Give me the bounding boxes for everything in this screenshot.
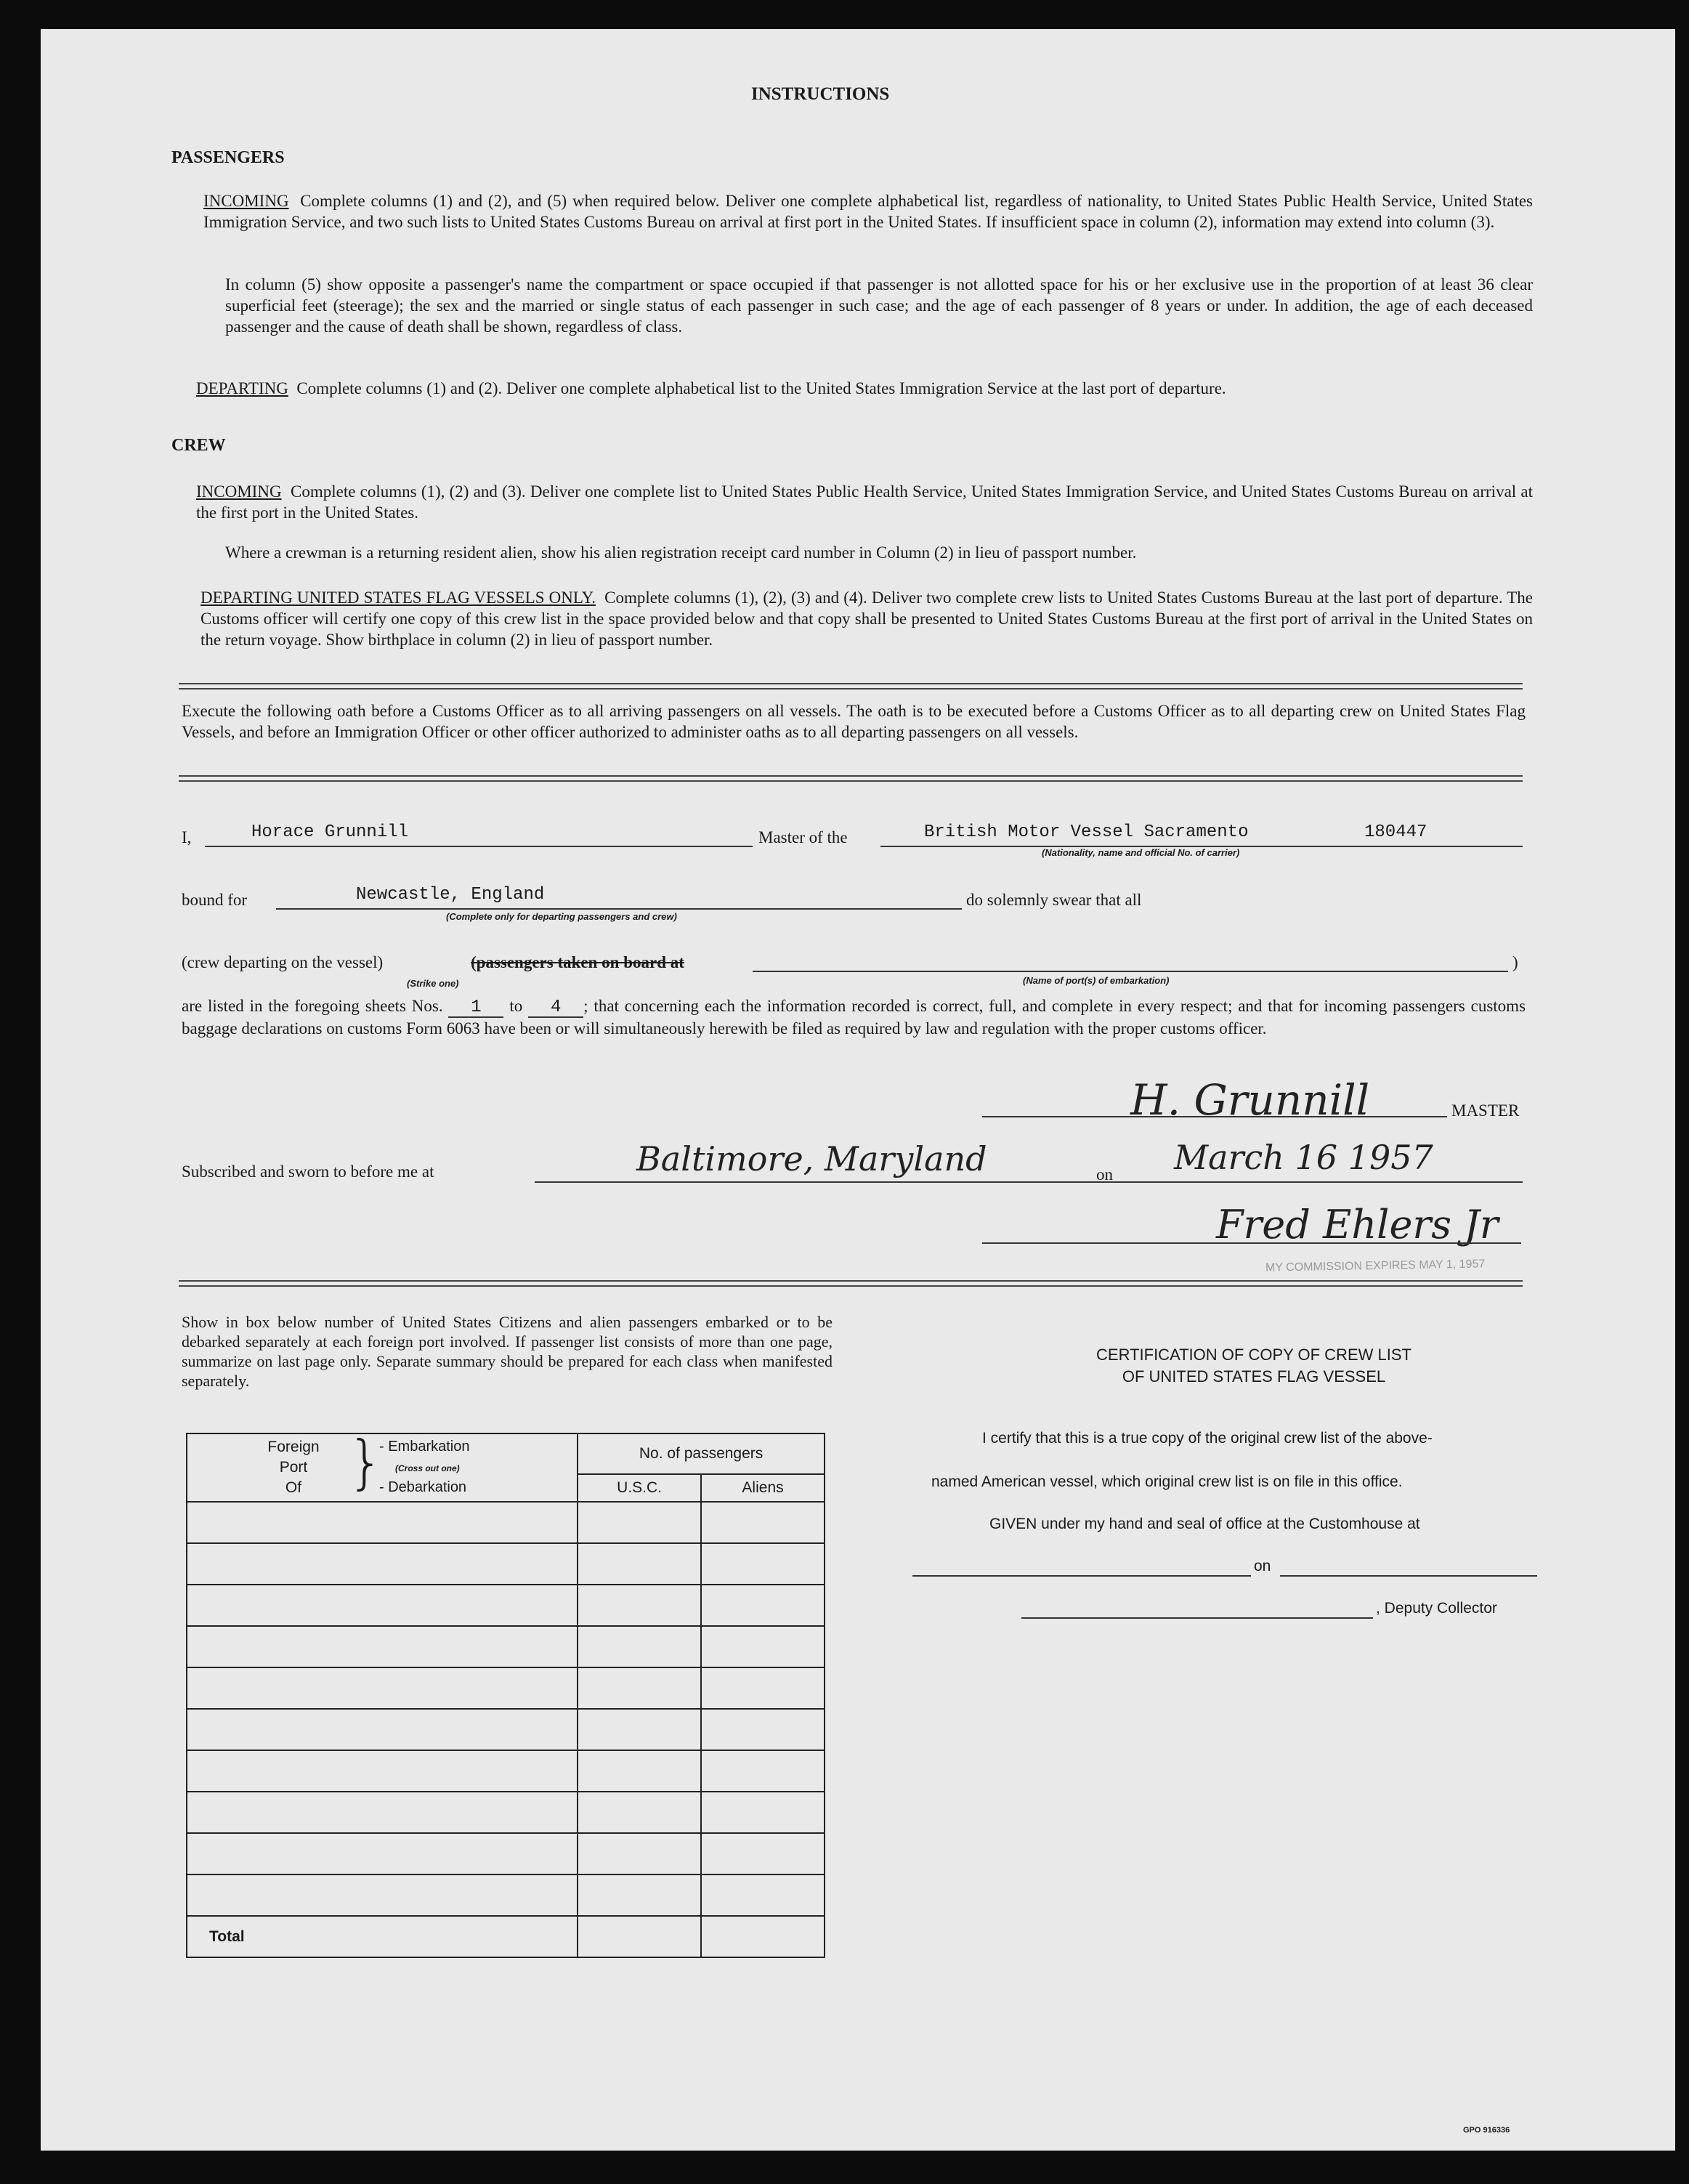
crew-departing-paragraph — [201, 587, 1533, 650]
usc-cell[interactable] — [578, 1750, 701, 1792]
passengers-column5-paragraph: In column (5) show opposite a passenger's name the compartment or space occupied if that passenger is not allotted space for his or her exclusive use in the proportion of at least 36 clear superficial feet (steerage); the sex and the married or single status of each passenger in such case; and the age of each passenger of 8 years or under. In addition, the age of each deceased passenger and the cause of death shall be shown, regardless of class. — [225, 275, 1533, 336]
aliens-header: Aliens — [701, 1474, 825, 1502]
passengers-departing-text: Complete columns (1) and (2). Deliver one complete alphabetical list to the United States Immigration Service at the last port of departure. — [296, 379, 1226, 397]
destination-line — [276, 908, 962, 910]
usc-cell[interactable] — [578, 1833, 701, 1874]
master-name-line — [205, 846, 753, 847]
crew-incoming-paragraph — [196, 481, 1533, 523]
aliens-cell[interactable] — [701, 1626, 825, 1667]
port-caption: (Name of port(s) of embarkation) — [1023, 975, 1170, 986]
commission-stamp: MY COMMISSION EXPIRES MAY 1, 1957 — [1265, 1258, 1486, 1274]
sworn-place-line — [535, 1181, 1130, 1183]
of-label: Of — [285, 1479, 302, 1496]
usc-cell[interactable] — [578, 1709, 701, 1750]
officer-signature: Fred Ehlers Jr — [1216, 1202, 1499, 1247]
usc-header: U.S.C. — [578, 1474, 701, 1502]
certification-on-label: on — [1254, 1558, 1271, 1574]
close-paren: ) — [1512, 953, 1518, 971]
usc-cell[interactable] — [578, 1792, 701, 1833]
passengers-incoming-text: Complete columns (1) and (2), and (5) when required below. Deliver one complete alphabetical list, regardless of nationality, to United States Public Health Service, United States Immigration Service, and two such lists to United States Customs Bureau on arrival at first port in the United States. If insufficient space in column (2), information may extend into column (3). — [203, 192, 1533, 231]
aliens-cell[interactable] — [701, 1709, 825, 1750]
divider — [179, 683, 1523, 689]
bound-for-label: bound for — [182, 891, 248, 909]
table-row — [187, 1750, 825, 1792]
aliens-cell[interactable] — [701, 1874, 825, 1916]
total-usc-cell[interactable] — [578, 1916, 701, 1957]
table-row — [187, 1502, 825, 1543]
sworn-date-handwritten: March 16 1957 — [1174, 1138, 1433, 1177]
footer-code: GPO 916336 — [1463, 2126, 1510, 2135]
usc-cell[interactable] — [578, 1502, 701, 1543]
crew-heading: CREW — [171, 436, 226, 455]
deputy-collector-line[interactable] — [1021, 1617, 1373, 1619]
strike-caption: (Strike one) — [407, 978, 459, 989]
usc-cell[interactable] — [578, 1874, 701, 1916]
usc-cell[interactable] — [578, 1543, 701, 1585]
port-of-embarkation-line — [753, 971, 1508, 972]
port-cell[interactable] — [187, 1750, 578, 1792]
aliens-cell[interactable] — [701, 1792, 825, 1833]
foreign-label: Foreign — [267, 1439, 320, 1455]
crew-incoming-label: INCOMING — [196, 482, 282, 501]
certification-line3: GIVEN under my hand and seal of office at the Customhouse at — [989, 1516, 1420, 1532]
table-row — [187, 1626, 825, 1667]
passengers-departing-label: DEPARTING — [196, 379, 288, 397]
port-cell[interactable] — [187, 1792, 578, 1833]
aliens-cell[interactable] — [701, 1502, 825, 1543]
aliens-cell[interactable] — [701, 1750, 825, 1792]
port-label: Port — [279, 1459, 308, 1476]
aliens-cell[interactable] — [701, 1543, 825, 1585]
table-row — [187, 1709, 825, 1750]
aliens-cell[interactable] — [701, 1585, 825, 1626]
port-cell[interactable] — [187, 1585, 578, 1626]
crew-departing-text: Complete columns (1), (2), (3) and (4). Deliver two complete crew lists to United States Customs Bureau at the last port of departure. The Customs officer will certify one copy of this crew list in the space provided below and that copy shall be presented to United States Customs Bureau at the first port of arrival in the United States on the return voyage. Show birthplace in column (2) in lieu of passport number. — [201, 589, 1533, 649]
certification-title-line2: OF UNITED STATES FLAG VESSEL — [1122, 1367, 1386, 1386]
certification-line2: named American vessel, which original crew list is on file in this office. — [931, 1473, 1403, 1490]
master-signature-line — [982, 1116, 1447, 1117]
vessel-caption: (Nationality, name and official No. of carrier) — [1042, 847, 1240, 858]
aliens-cell[interactable] — [701, 1667, 825, 1709]
vessel-number-value: 180447 — [1364, 822, 1427, 842]
officer-signature-line — [982, 1242, 1521, 1244]
table-row — [187, 1833, 825, 1874]
divider — [179, 775, 1523, 782]
cross-out-caption: (Cross out one) — [395, 1463, 460, 1473]
port-cell[interactable] — [187, 1667, 578, 1709]
on-label: on — [1096, 1165, 1113, 1184]
certification-line1: I certify that this is a true copy of the original crew list of the above- — [982, 1430, 1433, 1447]
passengers-heading: PASSENGERS — [171, 148, 285, 167]
subscribed-label: Subscribed and sworn to before me at — [182, 1162, 434, 1181]
aliens-cell[interactable] — [701, 1833, 825, 1874]
summary-instructions: Show in box below number of United States Citizens and alien passengers embarked or to be debarked separately at each foreign port involved. If passenger list consists of more than one page, summarize on last page only. Separate summary should be prepared for each class when manifested separately. — [182, 1313, 833, 1390]
sheet-from-value: 1 — [448, 999, 503, 1018]
passengers-departing-paragraph — [196, 378, 1533, 399]
foreign-port-label — [257, 1437, 330, 1498]
brace-icon: } — [347, 1428, 384, 1496]
embarkation-label: - Embarkation — [379, 1439, 470, 1455]
usc-cell[interactable] — [578, 1585, 701, 1626]
port-cell[interactable] — [187, 1502, 578, 1543]
port-cell[interactable] — [187, 1709, 578, 1750]
port-cell[interactable] — [187, 1874, 578, 1916]
sworn-date-line — [1123, 1181, 1523, 1183]
sheets-paragraph — [182, 995, 1526, 1039]
crew-incoming-text: Complete columns (1), (2) and (3). Deliver one complete list to United States Public Health Service, United States Immigration Service, and United States Customs Bureau on arrival at the first port in the United States. — [196, 482, 1533, 522]
total-aliens-cell[interactable] — [701, 1916, 825, 1957]
total-label: Total — [187, 1916, 578, 1957]
certification-title — [956, 1344, 1552, 1388]
master-of-label: Master of the — [758, 828, 848, 846]
document-page — [41, 29, 1675, 2151]
destination-caption: (Complete only for departing passengers and crew) — [446, 911, 677, 922]
sheet-to-value: 4 — [528, 999, 583, 1018]
table-row — [187, 1792, 825, 1833]
to-label: to — [509, 997, 523, 1015]
divider — [179, 1280, 1523, 1287]
deputy-collector-label: , Deputy Collector — [1376, 1600, 1497, 1617]
sheets-prefix: are listed in the foregoing sheets Nos. — [182, 997, 443, 1015]
no-passengers-header: No. of passengers — [578, 1433, 825, 1474]
port-cell[interactable] — [187, 1543, 578, 1585]
passenger-summary-table — [186, 1428, 825, 1958]
page-title: INSTRUCTIONS — [751, 84, 890, 104]
debarkation-label: - Debarkation — [379, 1479, 467, 1495]
certification-title-line1: CERTIFICATION OF COPY OF CREW LIST — [1096, 1346, 1411, 1364]
master-label: MASTER — [1451, 1101, 1520, 1120]
table-row — [187, 1543, 825, 1585]
destination-value: Newcastle, England — [356, 885, 545, 905]
customhouse-line[interactable] — [912, 1575, 1251, 1577]
table-row — [187, 1874, 825, 1916]
port-cell[interactable] — [187, 1626, 578, 1667]
crew-departing-option: (crew departing on the vessel) — [182, 953, 384, 971]
oath-i-label: I, — [182, 828, 192, 846]
sworn-place-signature: Baltimore, Maryland — [636, 1139, 987, 1178]
master-signature: H. Grunnill — [1130, 1075, 1370, 1125]
sheets-suffix: ; that concerning each the information recorded is correct, full, and complete in every respect; and that for incoming passengers customs baggage declarations on customs Form 6063 have been or will simultaneously herewith be filed as required by law and regulation with the proper customs officer. — [182, 997, 1526, 1038]
port-cell[interactable] — [187, 1833, 578, 1874]
passengers-incoming-paragraph — [203, 190, 1533, 232]
master-name-value: Horace Grunnill — [251, 822, 409, 842]
swear-label: do solemnly swear that all — [966, 891, 1142, 909]
total-row — [187, 1916, 825, 1957]
usc-cell[interactable] — [578, 1626, 701, 1667]
crew-resident-paragraph: Where a crewman is a returning resident alien, show his alien registration receipt card number in Column (2) in lieu of passport number. — [225, 543, 1137, 562]
foreign-port-header — [187, 1428, 578, 1502]
oath-instruction: Execute the following oath before a Customs Officer as to all arriving passengers on all vessels. The oath is to be executed before a Customs Officer as to all departing crew on United States Flag Vessels, and before an Immigration Officer or other officer authorized to administer oaths as to all departing passengers on all vessels. — [182, 702, 1526, 741]
passengers-option-struck: (passengers taken on board at — [471, 953, 684, 971]
vessel-value: British Motor Vessel Sacramento — [924, 822, 1249, 842]
certification-date-line[interactable] — [1280, 1575, 1537, 1577]
usc-cell[interactable] — [578, 1667, 701, 1709]
table-header-row — [187, 1433, 825, 1474]
passengers-incoming-label: INCOMING — [203, 192, 289, 210]
table-row — [187, 1585, 825, 1626]
crew-departing-label: DEPARTING UNITED STATES FLAG VESSELS ONLY. — [201, 589, 596, 607]
table-row — [187, 1667, 825, 1709]
